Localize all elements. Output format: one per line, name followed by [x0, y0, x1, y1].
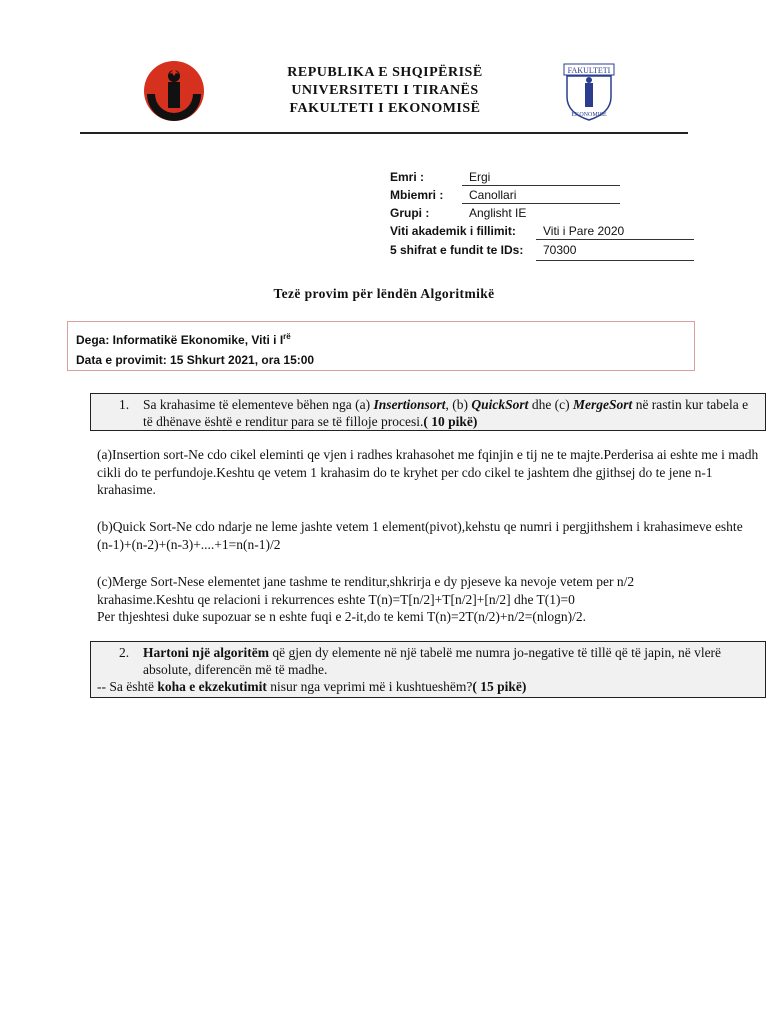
faculty-of-economics-crest-icon [563, 63, 615, 121]
answer-c [97, 573, 759, 626]
surname-value: Canollari [462, 188, 620, 204]
question-1-points: ( 10 pikë) [423, 414, 478, 429]
answer-a: (a)Insertion sort-Ne cdo cikel eleminti qe vjen i radhes krahasohet me fqinjin e tij ne te majte.Perderisa ai eshte me i madh cikli do te perfundoje.Keshtu qe vetem 1 krahasim do te kryhet per cdo cikel te jashtem dhe gjithsej do te jene n-1 krahasime. [97, 447, 759, 497]
hartoni-algoritem-term: Hartoni një algoritëm [143, 645, 269, 660]
header-line-republic: REPUBLIKA E SHQIPËRISË [287, 65, 483, 80]
answer-c-line-2: krahasime.Keshtu qe relacioni i rekurrences eshte T(n)=T[n/2]+T[n/2]+[n/2] dhe T(1)=0 [97, 591, 575, 607]
exam-date-line: Data e provimit: 15 Shkurt 2021, ora 15:00 [76, 353, 315, 367]
mergesort-term: MergeSort [573, 397, 633, 412]
department-line: Dega: Informatikë Ekonomike, Viti i $I^{rë}$ [76, 332, 291, 347]
question-2-subquestion: -- Sa është koha e ekzekutimit nisur nga veprimi më i kushtueshëm?( 15 pikë) [97, 679, 527, 694]
question-1-number: 1. [119, 397, 130, 412]
group-label: Grupi : [390, 206, 430, 220]
question-2-points: ( 15 pikë) [472, 679, 527, 694]
quicksort-term: QuickSort [471, 397, 529, 412]
execution-time-term: koha e ekzekutimit [157, 679, 267, 694]
answer-c-line-1: (c)Merge Sort-Nese elementet jane tashme te renditur,shkrirja e dy pjeseve ka nevoje vetem per n/2 [97, 574, 635, 589]
crest-bottom-text: EKONOMISË [571, 112, 607, 118]
university-of-tirana-seal-icon [143, 60, 205, 122]
id-label: 5 shifrat e fundit te IDs: [390, 243, 524, 257]
surname-label: Mbiemri : [390, 188, 444, 202]
name-label: Emri : [390, 170, 425, 184]
insertionsort-term: Insertionsort [373, 397, 446, 412]
ordinal-superscript: rë [283, 332, 291, 341]
question-2-number: 2. [119, 645, 130, 660]
group-value: Anglisht IE [469, 206, 527, 220]
department-box [67, 321, 695, 371]
year-label: Viti akademik i fillimit: [390, 224, 516, 238]
exam-title: Tezë provim për lëndën Algoritmikë [273, 286, 495, 301]
crest-top-text: FAKULTETI [567, 66, 611, 75]
header-line-faculty: FAKULTETI I EKONOMISË [289, 101, 481, 116]
header-line-university: UNIVERSITETI I TIRANËS [291, 83, 479, 98]
question-1-box: 1. Sa krahasime të elementeve bëhen nga (a) Insertionsort, (b) QuickSort dhe (c) MergeSort në rastin kur tabela e të dhënave është e renditur para se të filloje procesi.( 10 pikë) [90, 393, 766, 431]
institution-header [250, 64, 520, 118]
question-2-box: 2. Hartoni një algoritëm që gjen dy elemente në një tabelë me numra jo-negative të tillë që të japin, në vlerë absolute, diferencën më të madhe. -- Sa është koha e ekzekutimit nisur nga veprimi më i kushtueshëm?( 15 pikë) [90, 641, 766, 698]
answer-b: (b)Quick Sort-Ne cdo ndarje ne leme jashte vetem 1 element(pivot),kehstu qe numri i pergjithshem i krahasimeve eshte (n-1)+(n-2)+(n-3)+....+1=n(n-1)/2 [97, 519, 743, 552]
id-value: 70300 [536, 243, 694, 261]
year-value: Viti i Pare 2020 [536, 224, 694, 240]
answer-c-line-3: Per thjeshtesi duke supozuar se n eshte fuqi e 2-it,do te kemi T(n)=2T(n/2)+n/2=(nlogn)/2. [97, 609, 586, 624]
name-value: Ergi [462, 170, 620, 186]
header-divider [80, 132, 688, 134]
